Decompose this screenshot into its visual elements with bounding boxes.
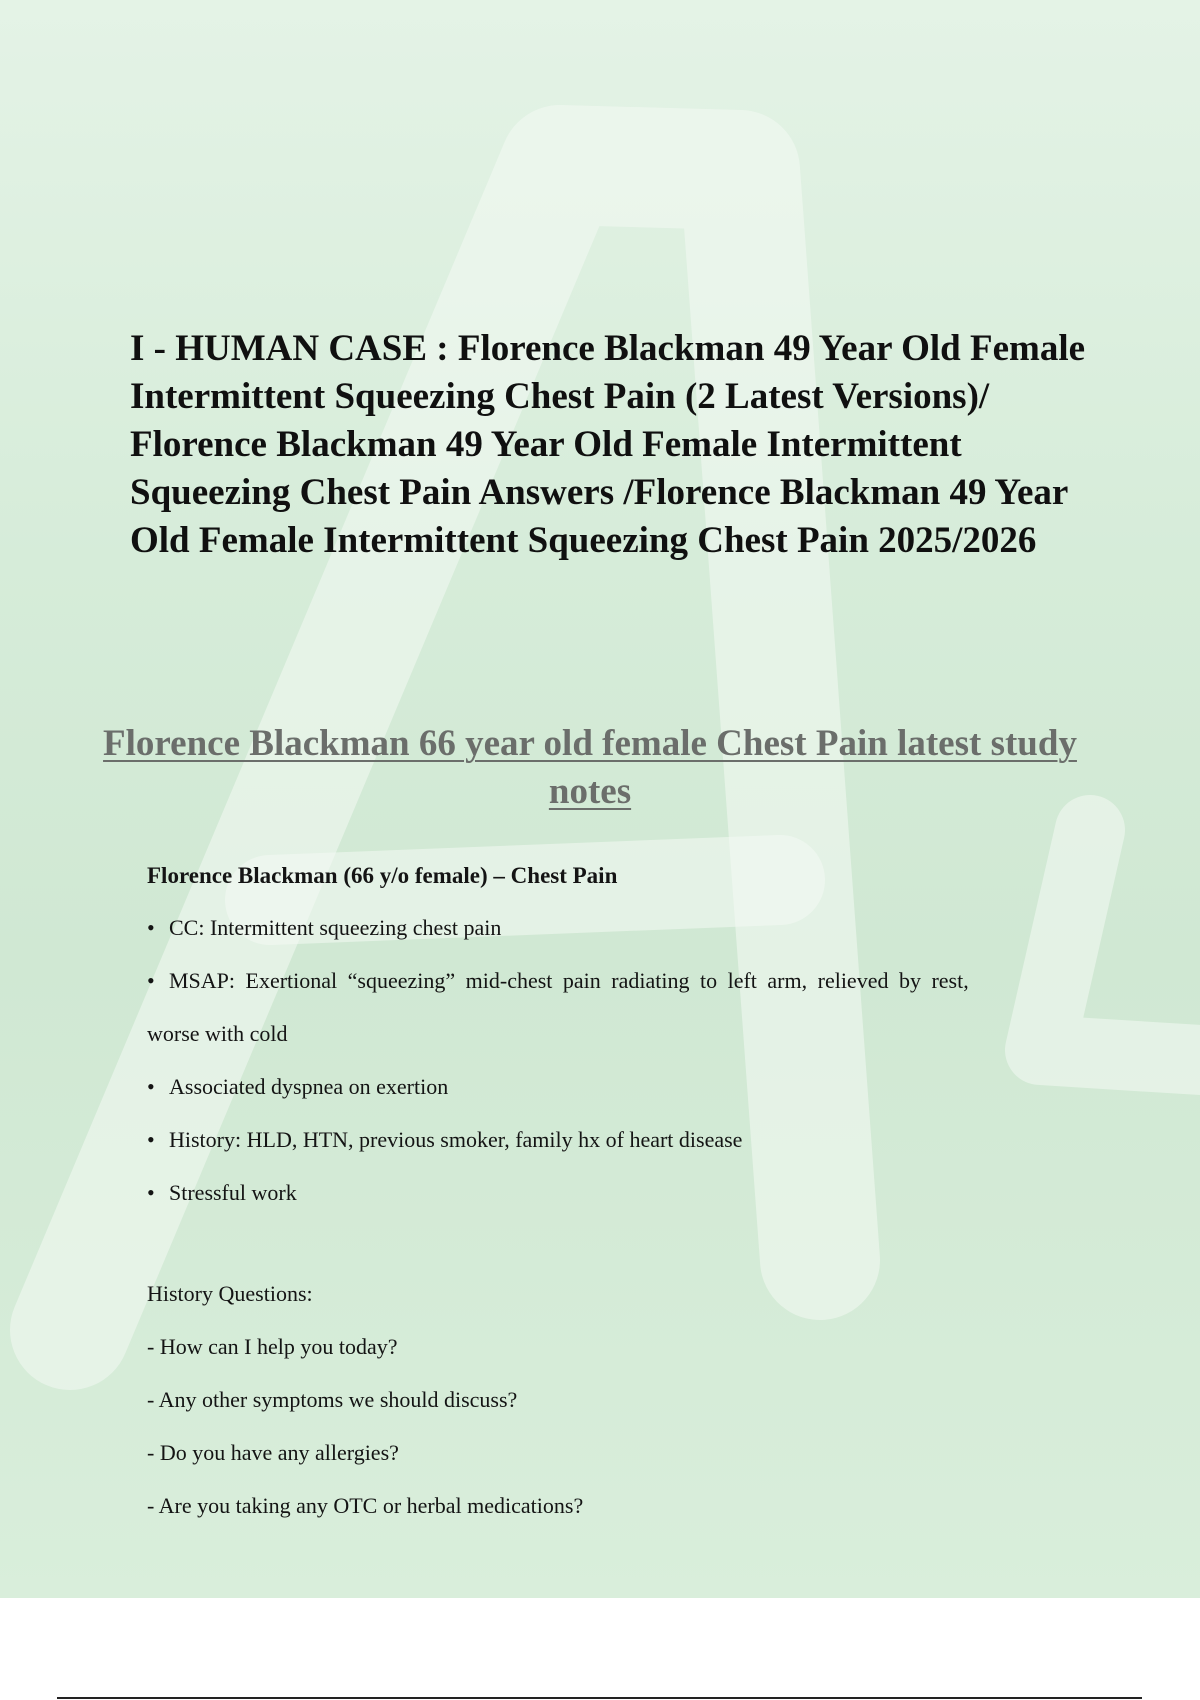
bullet-item-stress bbox=[147, 1175, 1047, 1228]
bullet-item-msap-continuation: worse with cold bbox=[147, 1021, 288, 1046]
bullet-icon: • bbox=[147, 1127, 155, 1152]
history-question: - Are you taking any OTC or herbal medications? bbox=[147, 1493, 584, 1518]
bullet-text: History: HLD, HTN, previous smoker, family hx of heart disease bbox=[169, 1127, 743, 1152]
bullet-text: MSAP: Exertional “squeezing” mid-chest pain radiating to left arm, relieved by rest, bbox=[169, 968, 969, 993]
bullet-item-dyspnea bbox=[147, 1069, 1047, 1122]
bullet-icon: • bbox=[147, 1180, 155, 1205]
bullet-item-cc bbox=[147, 910, 1047, 963]
notes-heading: Florence Blackman (66 y/o female) – Chest Pain bbox=[147, 863, 618, 888]
document-title: I - HUMAN CASE : Florence Blackman 49 Year Old Female Intermittent Squeezing Chest Pain (2 Latest Versions)/ Florence Blackman 49 Year Old Female Intermittent Squeezing Chest Pain Answers /Florence Blackman 49 Year Old Female Intermittent Squeezing Chest Pain 2025/2026 bbox=[130, 328, 1086, 561]
section-spacer bbox=[147, 1228, 1047, 1276]
bullet-icon: • bbox=[147, 1074, 155, 1099]
bullet-text: CC: Intermittent squeezing chest pain bbox=[169, 915, 502, 940]
history-question: - How can I help you today? bbox=[147, 1334, 398, 1359]
history-questions-label: History Questions: bbox=[147, 1281, 313, 1306]
bullet-item-history bbox=[147, 1122, 1047, 1175]
bullet-text: Associated dyspnea on exertion bbox=[169, 1074, 449, 1099]
bullet-icon: • bbox=[147, 915, 155, 940]
bullet-item-msap bbox=[147, 963, 1047, 1016]
footer-divider bbox=[57, 1697, 1142, 1699]
bullet-icon: • bbox=[147, 968, 155, 993]
bullet-text: Stressful work bbox=[169, 1180, 297, 1205]
history-question: - Do you have any allergies? bbox=[147, 1440, 399, 1465]
document-subtitle: Florence Blackman 66 year old female Chest Pain latest study notes bbox=[103, 723, 1077, 812]
history-question: - Any other symptoms we should discuss? bbox=[147, 1387, 518, 1412]
study-notes bbox=[147, 858, 1047, 1541]
